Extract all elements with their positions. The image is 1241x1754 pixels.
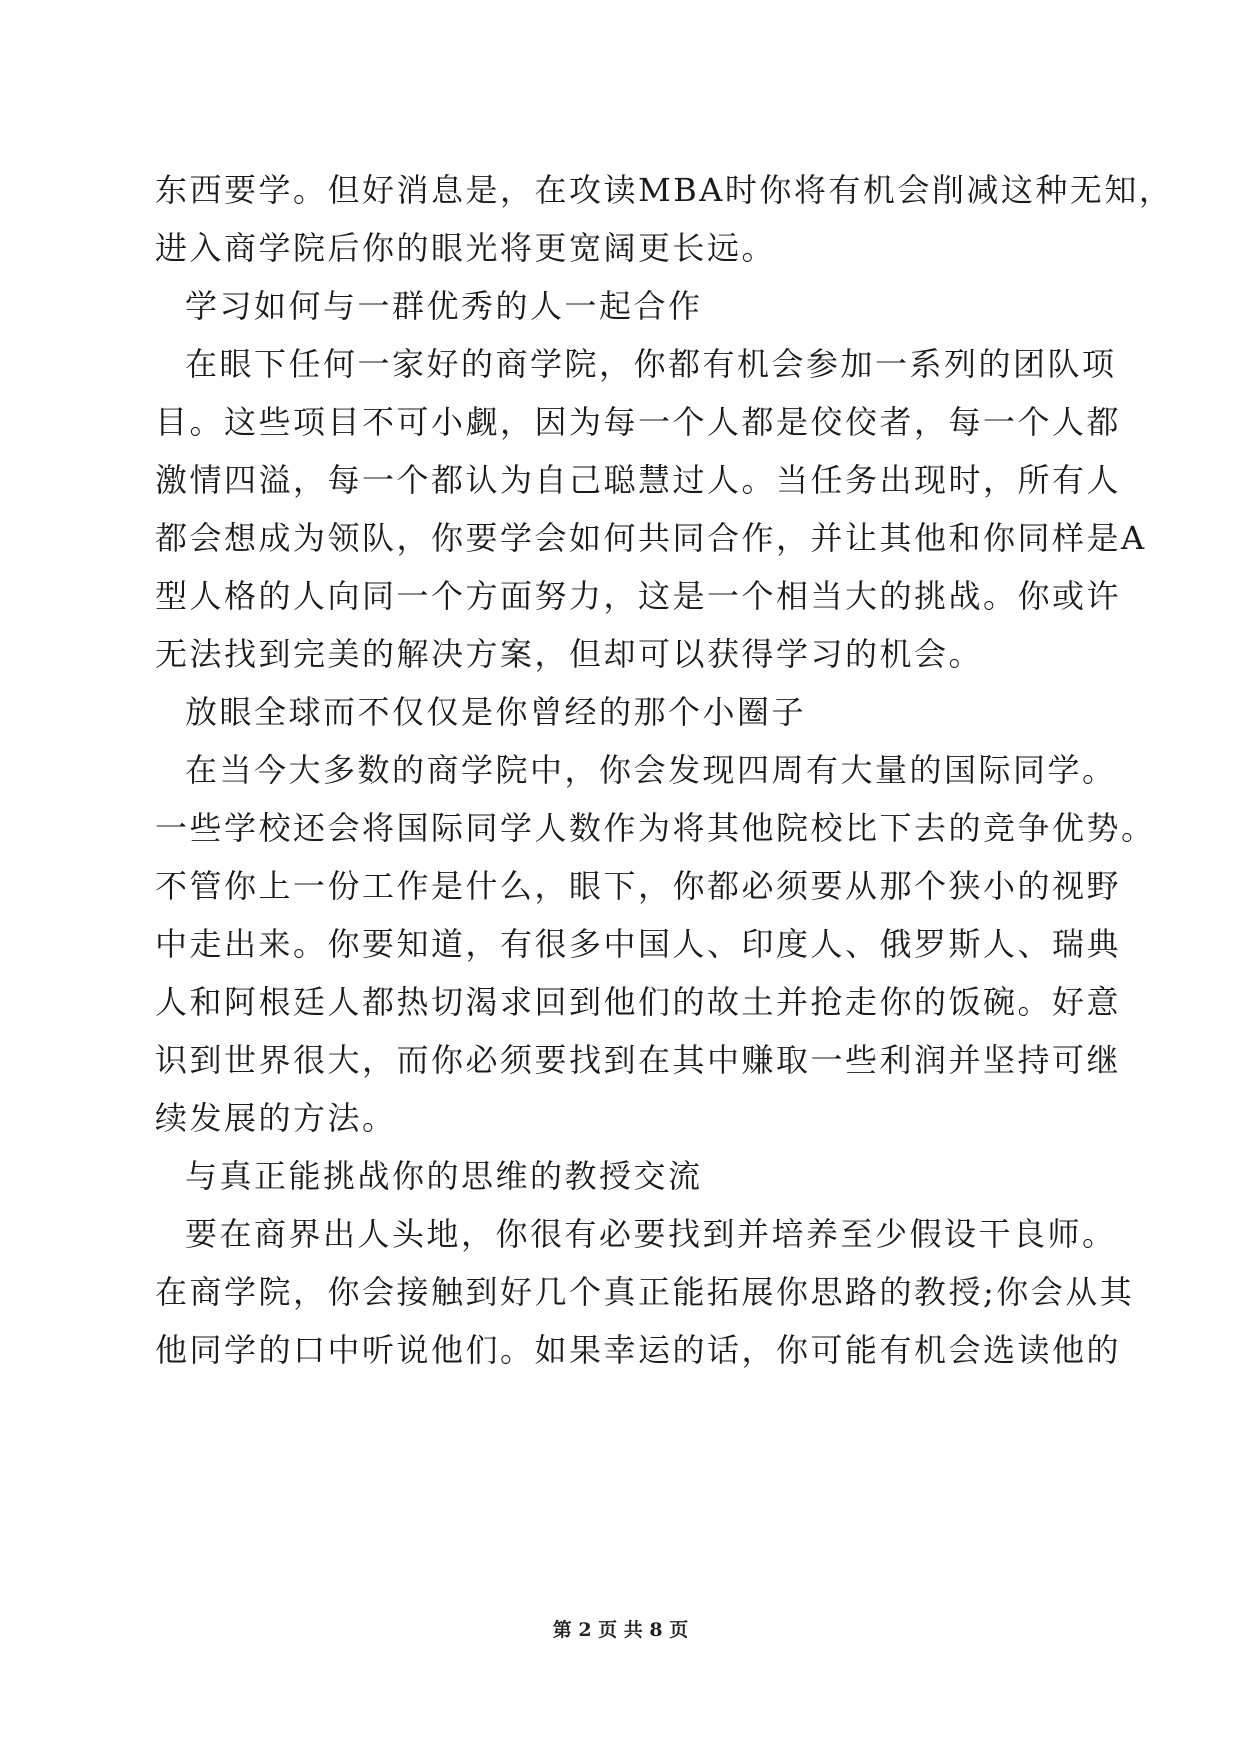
- body-text-line: 东西要学。但好消息是，在攻读MBA时你将有机会削减这种无知，: [155, 171, 1174, 209]
- body-text-line: 他同学的口中听说他们。如果幸运的话，你可能有机会选读他的: [155, 1331, 1122, 1369]
- body-text-line: 在当今大多数的商学院中，你会发现四周有大量的国际同学。: [185, 751, 1117, 789]
- section-heading: 放眼全球而不仅仅是你曾经的那个小圈子: [185, 693, 807, 731]
- body-text-line: 中走出来。你要知道，有很多中国人、印度人、俄罗斯人、瑞典: [155, 925, 1122, 963]
- section-heading: 与真正能挑战你的思维的教授交流: [185, 1157, 703, 1195]
- body-text-line: 要在商界出人头地，你很有必要找到并培养至少假设干良师。: [185, 1215, 1117, 1253]
- body-text-line: 人和阿根廷人都热切渴求回到他们的故土并抢走你的饭碗。好意: [155, 983, 1122, 1021]
- page-number-footer: 第 2 页 共 8 页: [552, 1619, 689, 1641]
- body-text-line: 无法找到完美的解决方案，但却可以获得学习的机会。: [155, 635, 984, 673]
- body-text-line: 不管你上一份工作是什么，眼下，你都必须要从那个狭小的视野: [155, 867, 1122, 905]
- body-text-line: 在眼下任何一家好的商学院，你都有机会参加一系列的团队项: [185, 345, 1117, 383]
- body-text-line: 型人格的人向同一个方面努力，这是一个相当大的挑战。你或许: [155, 577, 1122, 615]
- body-text-line: 续发展的方法。: [155, 1099, 397, 1137]
- body-text-line: 进入商学院后你的眼光将更宽阔更长远。: [155, 229, 777, 267]
- body-text-line: 一些学校还会将国际同学人数作为将其他院校比下去的竞争优势。: [155, 809, 1156, 847]
- body-text-line: 识到世界很大，而你必须要找到在其中赚取一些利润并坚持可继: [155, 1041, 1122, 1079]
- body-text-line: 都会想成为领队，你要学会如何共同合作，并让其他和你同样是A: [155, 519, 1147, 557]
- section-heading: 学习如何与一群优秀的人一起合作: [185, 287, 703, 325]
- body-text-line: 激情四溢，每一个都认为自己聪慧过人。当任务出现时，所有人: [155, 461, 1122, 499]
- body-text-line: 目。这些项目不可小觑，因为每一个人都是佼佼者，每一个人都: [155, 403, 1122, 441]
- body-text-line: 在商学院，你会接触到好几个真正能拓展你思路的教授;你会从其: [155, 1273, 1135, 1311]
